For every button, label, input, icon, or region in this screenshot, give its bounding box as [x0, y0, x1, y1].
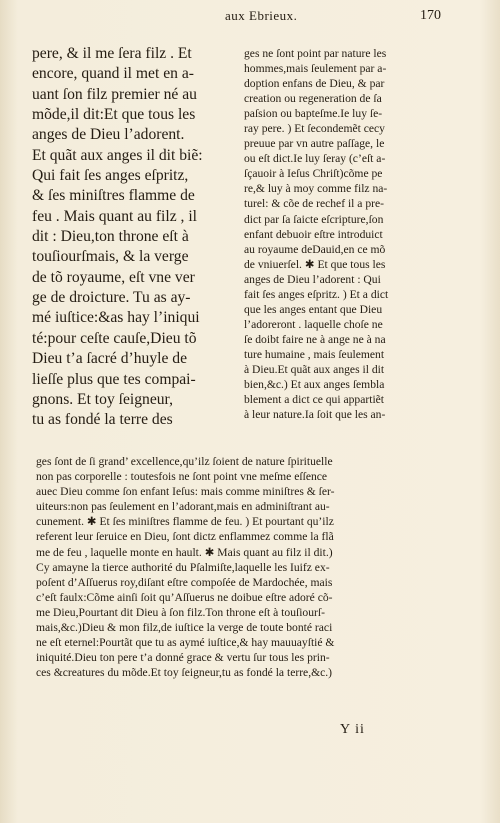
commentary-line: ou eſt dict.Ie luy ſeray (c’eſt a- [244, 152, 386, 166]
commentary-line: poſent d’Aſſuerus roy,diſant eſtre compoſée de Mardochée, mais [36, 575, 333, 589]
text-line: uant ſon filz premier né au [32, 85, 197, 103]
commentary-line: ſçauoir à Ieſus Chriſt)cõme pe [244, 167, 383, 181]
text-line: Et quãt aux anges il dit biẽ: [32, 146, 203, 164]
text-line: mé iuſtice:&as hay l’iniqui [32, 309, 200, 327]
commentary-line: me de feu , laquelle monte en hault. ✱ Mais quant au filz il dit.) [36, 545, 333, 559]
text-line: Qui fait ſes anges eſpritz, [32, 167, 189, 185]
commentary-line: de vniuerſel. ✱ Et que tous les [244, 257, 386, 271]
commentary-line: creation ou regeneration de ſa [244, 92, 382, 106]
commentary-line: blement a dict ce qui appartiẽt [244, 393, 385, 407]
commentary-line: iniquité.Dieu ton pere t’a donné grace & vertu ſur tous les prin- [36, 651, 330, 665]
text-line: té:pour ceſte cauſe,Dieu tõ [32, 329, 197, 347]
commentary-line: ne eſt eternel:Pourtãt que tu as aymé iuſtice,& hay mauuayſtié & [36, 636, 335, 650]
commentary-full-width [36, 454, 476, 680]
commentary-line: me Dieu,Pourtant dit Dieu à ſon filz.Ton throne eſt à touſiourſ- [36, 605, 325, 619]
commentary-line: preuue par vn autre paſſage, le [244, 137, 385, 151]
commentary-line: ſe doibt faire ne à ange ne à na [244, 332, 386, 346]
text-line: touſiourſmais, & la verge [32, 248, 189, 266]
commentary-column [244, 46, 476, 422]
page-header [0, 8, 500, 28]
commentary-line: l’adoreront . laquelle choſe ne [244, 317, 383, 331]
commentary-line: referent leur ſeruice en Dieu, ſont dictz enflammez comme la flã [36, 530, 334, 544]
commentary-line: anges de Dieu l’adorent : Qui [244, 272, 381, 286]
commentary-line: Cy amayne la tierce authorité du Pſalmiſte,laquelle les Iuifz ex- [36, 560, 330, 574]
signature-mark: Y ii [340, 722, 365, 737]
commentary-line: re,& luy à moy comme filz na- [244, 182, 388, 196]
commentary-line: turel: & cõe de rechef il a pre- [244, 197, 385, 211]
commentary-line: mais,&c.)Dieu & mon filz,de iuſtice la verge de toute bonté raci [36, 621, 333, 635]
text-line: de tõ royaume, eſt vne ver [32, 268, 195, 286]
commentary-line: uiteurs:non pas ſeulement en l’adorant,mais en adminiſtrant au- [36, 500, 330, 514]
text-line: ge de droicture. Tu as ay- [32, 289, 191, 307]
commentary-line: à Dieu.Et quãt aux anges il dit [244, 362, 385, 376]
text-line: gnons. Et toy ſeigneur, [32, 390, 173, 408]
commentary-line: ture humaine , mais ſeulement [244, 347, 385, 361]
commentary-line: bien,&c.) Et aux anges ſembla [244, 378, 385, 392]
text-line: tu as fondé la terre des [32, 411, 173, 429]
commentary-line: fait ſes anges eſpritz. ) Et a dict [244, 287, 389, 301]
commentary-line: ray pere. ) Et ſecondemẽt cecy [244, 122, 385, 136]
commentary-line: hommes,mais ſeulement par a- [244, 62, 387, 76]
text-line: encore, quand il met en a- [32, 65, 194, 83]
commentary-line: non pas corporelle : toutesfois ne ſont point vne meſme eſſence [36, 470, 328, 484]
commentary-line: ces &creatures du mõde.Et toy ſeigneur,tu as fondé la terre,&c.) [36, 666, 333, 680]
commentary-line: paſsion ou bapteſme.Ie luy ſe- [244, 107, 383, 121]
commentary-line: à leur nature.Ia ſoit que les an- [244, 408, 386, 422]
text-line: pere, & il me ſera filz . Et [32, 45, 192, 62]
commentary-line: que les anges entant que Dieu [244, 302, 383, 316]
text-line: & ſes miniſtres flamme de [32, 187, 195, 205]
main-text-column [32, 44, 244, 431]
text-line: mõde,il dit:Et que tous les [32, 106, 196, 124]
text-line: anges de Dieu l’adorent. [32, 126, 185, 144]
commentary-line: ges ſont de ſi grand’ excellence,qu’ilz ſoient de nature ſpirituelle [36, 455, 333, 468]
commentary-line: dict par ſa ſaicte eſcripture,ſon [244, 212, 384, 226]
commentary-line: c’eſt faulx:Cõme ainſi ſoit qu’Aſſuerus ne doibue eſtre adoré cõ- [36, 590, 333, 604]
commentary-line: cunement. ✱ Et ſes miniſtres flamme de feu. ) Et pourtant qu’ilz [36, 515, 334, 529]
running-head: aux Ebrieux. [225, 8, 298, 23]
commentary-line: auec Dieu comme ſon enfant Ieſus: mais comme miniſtres & ſer- [36, 485, 335, 499]
commentary-line: au royaume deDauid,en ce mõ [244, 242, 386, 256]
text-line: dit : Dieu,ton throne eſt à [32, 228, 189, 246]
text-line: Dieu t’a ſacré d’huyle de [32, 350, 187, 368]
commentary-line: enfant debuoir eſtre introduict [244, 227, 383, 241]
commentary-line: ges ne ſont point par nature les [244, 47, 387, 60]
commentary-line: doption enfans de Dieu, & par [244, 77, 385, 91]
page-number: 170 [420, 8, 441, 23]
text-line: lieſſe plus que tes compai- [32, 370, 196, 388]
text-line: feu . Mais quant au filz , il [32, 207, 197, 225]
